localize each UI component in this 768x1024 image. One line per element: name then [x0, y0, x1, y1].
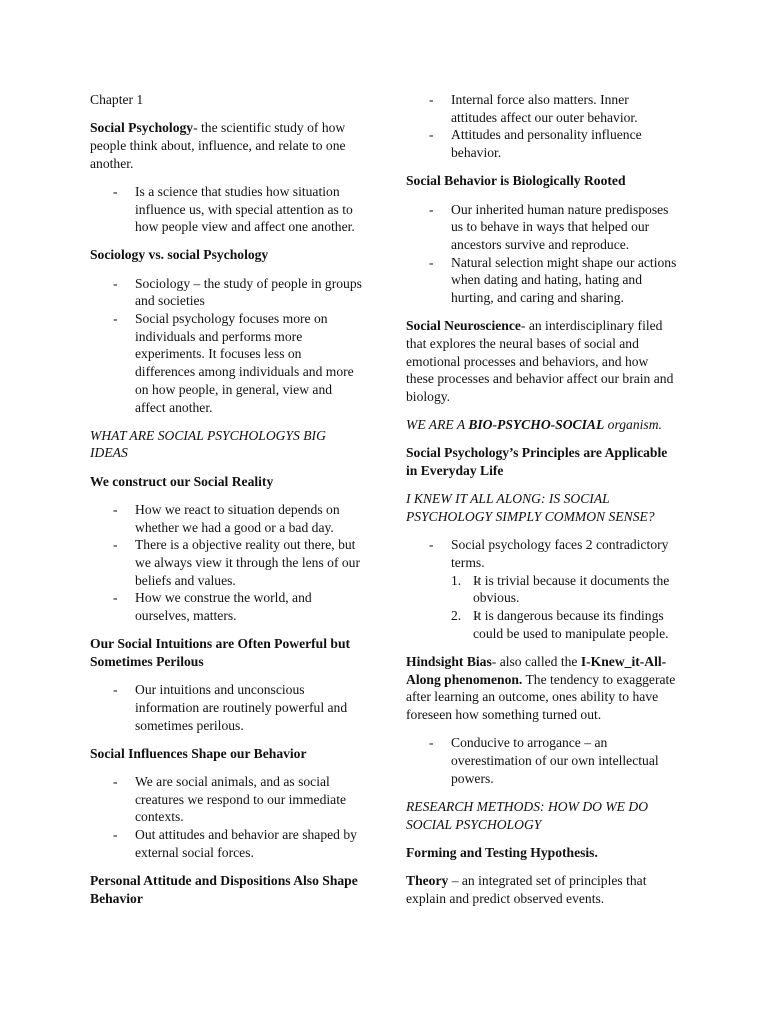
numbered-list: [451, 572, 678, 643]
theory-definition: [406, 872, 678, 907]
term-theory: Theory: [406, 873, 449, 889]
statement-suffix: organism.: [604, 417, 662, 433]
biology-bullets: [406, 201, 678, 307]
list-item: - We are social animals, and as social creatures we respond to our immediate contexts.: [90, 773, 362, 826]
item-text: It is trivial because it documents the obvious.: [473, 572, 670, 606]
term-hindsight-bias: Hindsight Bias: [406, 653, 492, 669]
hindsight-bias-definition: [406, 653, 678, 724]
list-item: - Natural selection might shape our actions when dating and hating, hating and hurting, and caring and sharing.: [406, 254, 678, 307]
numbered-item: [451, 607, 678, 642]
left-column: [90, 91, 362, 918]
heading-text: Social Behavior is Biologically Rooted: [406, 173, 626, 189]
list-item: - Internal force also matters. Inner attitudes affect our outer behavior.: [406, 91, 678, 126]
section-heading-influences: [90, 745, 362, 763]
right-column: [406, 91, 678, 918]
big-ideas-heading: WHAT ARE SOCIAL PSYCHOLOGYS BIG IDEAS: [90, 427, 326, 461]
term-i-knew-it-all-along: I-Knew_it-All-Along phenomenon.: [406, 653, 667, 687]
list-item: - How we react to situation depends on whether we had a good or a bad day.: [90, 501, 362, 536]
heading-text: Forming and Testing Hypothesis.: [406, 844, 598, 860]
social-neuroscience-definition: [406, 317, 678, 406]
list-item: [406, 536, 678, 642]
list-item: - Our inherited human nature predisposes us to behave in ways that helped our ancestors survive and reproduce.: [406, 201, 678, 254]
heading-text: We construct our Social Reality: [90, 473, 274, 489]
heading-text: Social Psychology’s Principles are Applicable in Everyday Life: [406, 445, 668, 479]
knew-it-all-along-heading: I KNEW IT ALL ALONG: IS SOCIAL PSYCHOLOGY SIMPLY COMMON SENSE?: [406, 491, 655, 525]
term-social-neuroscience: Social Neuroscience: [406, 318, 521, 334]
statement-emphasis: BIO-PSYCHO-SOCIAL: [468, 417, 605, 433]
social-psychology-bullets: [90, 183, 362, 236]
numbered-item: [451, 572, 678, 607]
influences-bullets: [90, 773, 362, 862]
definition-text: - also called the: [491, 653, 581, 669]
list-item: - Social psychology focuses more on individuals and performs more experiments. It focuses less on differences among individuals and more on how people, in general, view and affect another.: [90, 310, 362, 416]
heading-text: Personal Attitude and Dispositions Also Shape Behavior: [90, 873, 358, 906]
intuitions-bullets: [90, 681, 362, 734]
definition-text: - an interdisciplinary filed that explores the neural bases of social and emotional processes and behaviors, and how these processes and behavior affect our brain and biology.: [406, 318, 674, 405]
section-heading-intuitions: [90, 635, 362, 670]
heading-text: Our Social Intuitions are Often Powerful but Sometimes Perilous: [90, 636, 351, 669]
research-methods-heading: RESEARCH METHODS: HOW DO WE DO SOCIAL PSYCHOLOGY: [406, 798, 649, 832]
list-item: - How we construe the world, and ourselves, matters.: [90, 589, 362, 624]
personal-bullets: [406, 91, 678, 162]
item-number: - 1.: [451, 572, 462, 588]
list-item: - Sociology – the study of people in groups and societies: [90, 275, 362, 310]
list-item: - Attitudes and personality influence behavior.: [406, 126, 678, 161]
list-item: - Our intuitions and unconscious information are routinely powerful and sometimes perilous.: [90, 681, 362, 734]
definition-text: – an integrated set of principles that explain and predict observed events.: [406, 873, 647, 906]
section-heading-forming: [406, 844, 678, 862]
list-item: - Conducive to arrogance – an overestimation of our own intellectual powers.: [406, 734, 678, 787]
section-heading-reality: [90, 473, 362, 491]
list-item-text: Social psychology faces 2 contradictory terms.: [451, 537, 669, 570]
chapter-title: Chapter 1: [90, 92, 144, 107]
bio-psycho-social-statement: [406, 416, 678, 434]
term-social-psychology: Social Psychology: [90, 120, 194, 136]
statement-prefix: WE ARE A: [406, 417, 469, 433]
social-psychology-definition: [90, 119, 362, 172]
heading-text: Sociology vs. social Psychology: [90, 247, 269, 263]
common-sense-bullets: [406, 536, 678, 642]
section-heading-sociology: [90, 246, 362, 264]
definition-text: - the scientific study of how people think about, influence, and relate to one another.: [90, 120, 346, 171]
hindsight-bullets: [406, 734, 678, 787]
item-text: It is dangerous because its findings could be used to manipulate people.: [473, 608, 669, 641]
heading-text: Social Influences Shape our Behavior: [90, 745, 307, 761]
list-item: - There is a objective reality out there, but we always view it through the lens of our beliefs and values.: [90, 536, 362, 589]
reality-bullets: [90, 501, 362, 625]
list-item: - Out attitudes and behavior are shaped by external social forces.: [90, 826, 362, 861]
section-heading-biology: [406, 172, 678, 190]
section-heading-personal: [90, 872, 362, 907]
definition-text: The tendency to exaggerate after learning an outcome, ones ability to have foreseen how something turned out.: [406, 671, 676, 723]
list-item: - Is a science that studies how situation influence us, with special attention as to how people view and affect one another.: [90, 183, 362, 236]
section-heading-principles: [406, 444, 678, 479]
item-number: - 2.: [451, 608, 462, 624]
sociology-bullets: [90, 275, 362, 417]
